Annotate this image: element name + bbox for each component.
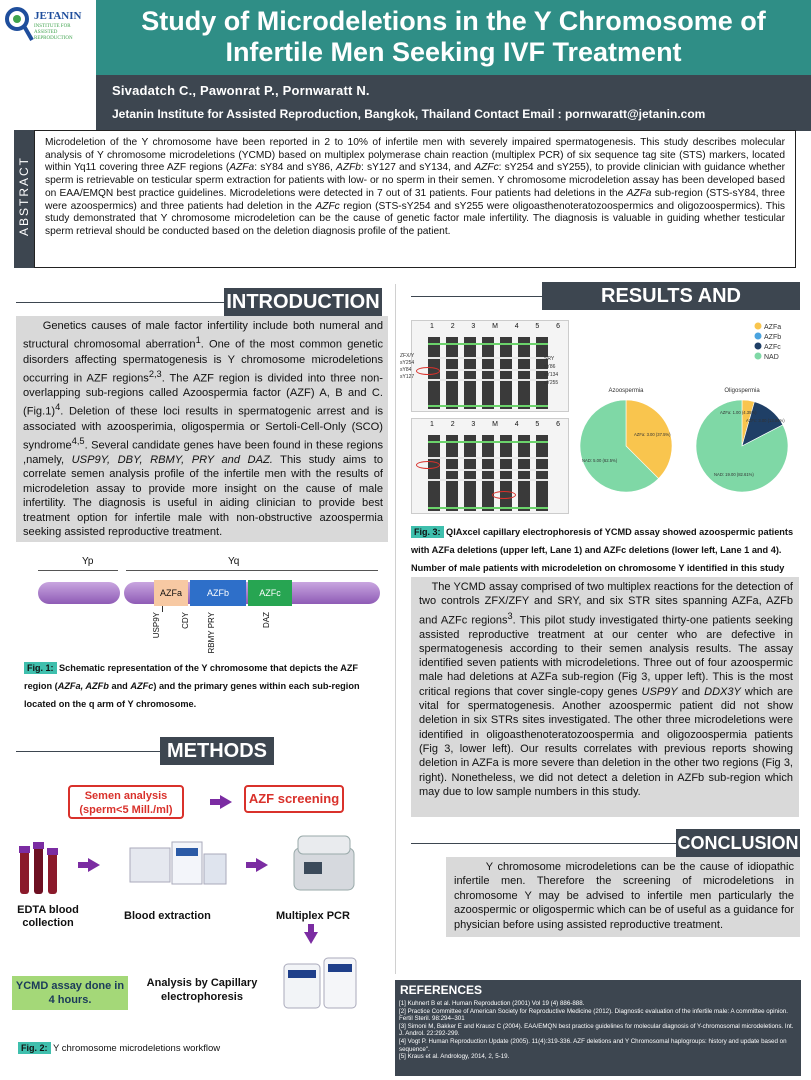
author-band	[96, 75, 811, 131]
capillary-analyzer-icon	[280, 954, 360, 1014]
yq-bracket	[126, 570, 378, 571]
methods-heading-rule	[16, 751, 160, 752]
legend-swatch	[755, 323, 762, 330]
results-text: The YCMD assay comprised of two multiplex reactions for the detection of two controls ZFX/ZFY and SRY, and six STR sites spanning AZFa, AZFb and AZFc regions$^3$. This pilot study investigated thirty-one patients seeking assisted reproductive treatment at our center who are defective in spermatogenesis according to their semen analysis results. The assay identified seven patients with microdeletions. Three out of four azoospermic male had deletions at AZFa sub-region (Fig 3, upper left). This is the most critical regions that cover single-copy genes USP9Y and DDX3Y which are vital for spermatogenesis. Another azoospermic patient did not show deletion in six STRs sites investigated. The other three microdeletions were identified in oligoasthenoteratozoospermia and oligozoospermia patients (Fig 3, lower left). Our results correlates with previous reports showing deletion in AZFa is more severe than deletion in the other two regions (Fig 3, right). Nonetheless, we did not detect a deletion in AZFb sub-region which may due to low sample numbers in this study.	[411, 577, 799, 817]
deletion-highlight	[416, 461, 440, 469]
introduction-heading: INTRODUCTION	[224, 288, 382, 316]
azfc-region: AZFc	[248, 580, 292, 606]
arrow-down-stem	[308, 924, 314, 934]
reference-item: [3] Simoni M, Bakker E and Krausz C (2004). EAA/EMQN best practice guidelines for molecular diagnosis of Y-chromosomal microdeletions. Int. J. Androl. 22:292-299.	[399, 1022, 794, 1038]
gel-right-markers: SRY sY86 sY134 sY255	[544, 356, 559, 386]
title-band	[96, 0, 811, 75]
azfa-region: AZFa	[154, 580, 188, 606]
gene-daz: DAZ	[262, 612, 271, 628]
reference-item: [2] Practice Committee of American Society for Reproductive Medicine (2012). Diagnostic evaluation of the infertile male: A committee opinion. Fertil Steril. 98:294–301	[399, 1007, 788, 1023]
conclusion-heading: CONCLUSION	[676, 829, 800, 857]
references-panel	[395, 980, 801, 1076]
fig3-caption: Fig. 3: QIAxcel capillary electrophoresis of YCMD assay showed azoospermic patients with AZFa deletions (upper left, Lane 1) and AZFc deletions (lower left, Lane 1 and 4). Number of male patients with microdeletion on chromosome Y identified in this study	[411, 527, 794, 573]
reference-item: [5] Kraus et al. Andrology, 2014, 2, 5-19.	[399, 1053, 510, 1061]
semen-analysis-box: Semen analysis (sperm<5 Mill./ml)	[68, 785, 184, 819]
gel-lane-labels: 1 2 3 M 4 5 6	[430, 421, 560, 428]
conclusion-heading-rule	[411, 843, 676, 844]
pie-slice-label: NAD: 19.00 (82.61%)	[714, 472, 754, 477]
logo-emblem-icon	[4, 6, 34, 46]
intro-heading-rule	[16, 302, 224, 303]
column-divider	[395, 284, 396, 974]
affiliation: Jetanin Institute for Assisted Reproduction, Bangkok, Thailand Contact Email : pornwaratt@jetanin.com	[112, 107, 706, 121]
poster-title: Study of Microdeletions in the Y Chromosome of Infertile Men Seeking IVF Treatment	[141, 6, 766, 67]
fig2-label: Fig. 2:	[18, 1042, 51, 1054]
results-pie-charts	[572, 318, 800, 516]
reference-item: [4] Vogt P. Human Reproduction Update (2005). 11(4):319-336. AZF deletions and Y Chromosomal haplogroups: history and update based on sequence".	[399, 1037, 787, 1053]
pie-legend	[755, 323, 782, 362]
pie-title: Azoospermia	[608, 388, 644, 394]
arrow-right-icon	[88, 858, 100, 872]
abstract-text: Microdeletion of the Y chromosome have been reported in 2 to 10% of infertile men with severely impaired spermatogenesis. This study describes molecular analysis of Y chromosome microdeletions (YCMD) based on multiplex polymerase chain reaction (multiplex PCR) of six sequence tag site (STS) markers, located within Yq11 covering three AZF regions (AZFa: sY84 and sY86, AZFb: sY127 and sY134, and AZFc: sY254 and sY255), to provide clinician with guidance whether sperm is retrievable on testicular sperm extraction for patients with low- or no sperm in their semen. Y chromosome microdeletion assay has been developed based on EAA/EMQN best practice guidelines. Microdeletions were detected in 7 out of 31 patients. Four patients had deletions in the AZFa sub-region (STS-sY84, three were azoospermics) and three patients had deletion in the AZFc region (STS-sY254 and sY255 were oligoasthenoteratozoospermics and oligozoospermics). This study demonstrated that Y chromosome microdeletion can be the cause of genetic factor male infertility. The diagnosis is valuable in guiding whether testicular sperm retrieval should be conducted based on the deletion diagnosis profile of the patient.	[34, 130, 796, 268]
reference-item: [1] Kuhnert B et al. Human Reproduction (2001) Vol 19 (4) 886-888.	[399, 1000, 585, 1007]
fig2-caption: Fig. 2: Y chromosome microdeletions workflow	[18, 1038, 220, 1056]
azfb-region: AZFb	[190, 580, 246, 606]
gel-left-markers: ZFX/Y sY254 sY84 sY127	[400, 353, 415, 380]
legend-label: NAD	[764, 354, 779, 361]
deletion-highlight	[416, 367, 440, 375]
gene-cdy: CDY	[181, 612, 190, 629]
legend-swatch	[755, 343, 762, 350]
logo-subtext: INSTITUTE FOR ASSISTED REPRODUCTION	[34, 24, 73, 41]
pcr-label: Multiplex PCR	[276, 910, 350, 922]
legend-swatch	[755, 353, 762, 360]
yq-label: Yq	[228, 556, 240, 567]
yp-bracket	[38, 570, 118, 571]
azf-screening-box: AZF screening	[244, 785, 344, 813]
extraction-label: Blood extraction	[124, 910, 211, 922]
references-heading: REFERENCES	[400, 983, 483, 997]
pie-oligospermia	[696, 388, 788, 492]
gel-lane-labels: 1 2 3 M 4 5 6	[430, 323, 560, 330]
yp-label: Yp	[82, 556, 94, 567]
deletion-highlight	[492, 491, 516, 499]
gene-usp9y: USP9Y	[152, 612, 161, 639]
conclusion-text: Y chromosome microdeletions can be the cause of idiopathic infertile men. Therefore the screening of microdeletions in chromosome Y may be advised to infertile men particularly the azoospermic or oligospermic which can be of useful as a guidance for physician before using assisted reproductive treatment.	[446, 857, 800, 937]
pie-slice-label: AZFa: 1.00 (4.35%)	[720, 410, 757, 415]
methods-heading: METHODS	[160, 737, 274, 765]
arrow-right-icon	[220, 795, 232, 809]
arrow-right-icon	[256, 858, 268, 872]
pie-title: Oligospermia	[724, 388, 760, 394]
legend-label: AZFc	[764, 344, 781, 351]
edta-label: EDTA blood collection	[17, 904, 79, 929]
gene-rbmy-pry: RBMY PRY	[207, 612, 216, 654]
logo-text: JETANIN	[34, 10, 82, 22]
pie-slice-label: AZFa: 3.00 (37.5%)	[634, 432, 671, 437]
pie-slice-label: NAD: 5.00 (62.5%)	[582, 458, 618, 463]
fig1-caption: Fig. 1: Schematic representation of the Y chromosome that depicts the AZF region (AZFa, AZFb and AZFc) and the primary genes within each sub-region located on the q arm of Y chromosome.	[24, 663, 360, 709]
abstract-side-label: ABSTRACT	[14, 130, 34, 268]
legend-label: AZFa	[764, 324, 782, 331]
institute-logo	[0, 0, 96, 86]
ycmd-duration-box: YCMD assay done in 4 hours.	[12, 976, 128, 1010]
pcr-machine-icon	[288, 832, 360, 894]
pie-azoospermia	[580, 388, 672, 492]
chromosome-p-arm	[38, 582, 120, 604]
authors: Sivadatch C., Pawonrat P., Pornwaratt N.	[112, 83, 370, 98]
introduction-text: Genetics causes of male factor infertility include both numeral and structural chromosomal aberration$^1$. One of the most common genetic disorders affecting spermatogenesis is Y chromosome microdeletions occurring in AZF regions$^{2,3}$. The AZF region is divided into three non-overlapping sub-regions called Azoospermia factor (AZF) A, B and C. $(Fig.1)^4$. Deletion of these loci results in spermatogenic arrest and is associated with azoosperimia, oligospermia or Sertoli-Cell-Only (SCO) syndrome$^{4,5}$. Several candidate genes have been found in these regions ,namely, USP9Y, DBY, RBMY, PRY and DAZ. This study aims to correlate semen analysis profile of the infertile men with the results of microdeletion assay to provide more insight on the cause of male infertility. The diagnosis is useful in aiding clinician to provide best treatment option for infertile male with non-obstructive azoospermia seeking assisted reproductive treatment.	[16, 316, 388, 542]
gene-tick	[162, 606, 163, 612]
blood-tubes-icon	[16, 842, 62, 900]
legend-label: AZFb	[764, 334, 782, 341]
extraction-kit-icon	[126, 838, 230, 890]
references-list	[399, 1000, 797, 1061]
gel-image-lower	[411, 418, 569, 514]
analysis-label: Analysis by Capillary electrophoresis	[146, 977, 258, 1003]
results-heading-rule	[411, 296, 542, 297]
pie-slice-label: AZFc: 3.00 (13.04%)	[746, 418, 785, 423]
fig1-label: Fig. 1:	[24, 662, 57, 674]
fig3-label: Fig. 3:	[411, 526, 444, 538]
results-heading: RESULTS AND DISCUSSION	[542, 282, 800, 310]
legend-swatch	[755, 333, 762, 340]
gel-image-upper	[400, 320, 569, 412]
